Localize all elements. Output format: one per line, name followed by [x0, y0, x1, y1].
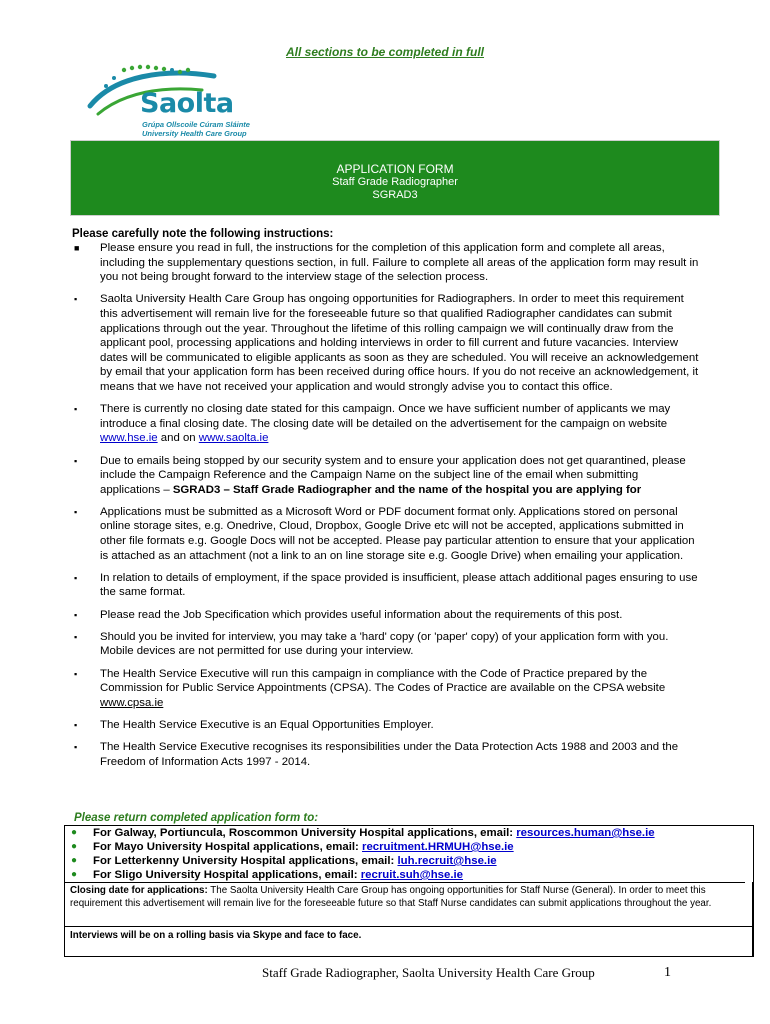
- interviews-note: Interviews will be on a rolling basis via Skype and face to face.: [65, 926, 753, 956]
- bullet-icon: ▪: [74, 294, 78, 305]
- email-link[interactable]: luh.recruit@hse.ie: [397, 855, 497, 867]
- saolta-link[interactable]: www.saolta.ie: [198, 432, 269, 445]
- list-item: ▪ The Health Service Executive will run this campaign in compliance with the Code of Practice prepared by the Commission for Public Service Appointments (CPSA). The Codes of Practice are available on the CPSA website www.cpsa.ie: [74, 667, 666, 709]
- bullet-icon: ■: [74, 243, 80, 253]
- list-item: ▪ Please read the Job Specification which provides useful information about the requirements of this post.: [74, 608, 623, 621]
- list-item: ▪ Applications must be submitted as a Microsoft Word or PDF document format only. Applications stored on personal online storage sites, e.g. Onedrive, Cloud, Dropbox, Google Drive etc will not be accepted, applications submitted in other file formats e.g. Google Docs will not be accepted. Please pay particular attention to ensure that your application is attached as an attachment (not a link to an on line storage site e.g. Google Drive) when emailing your application.: [74, 505, 695, 562]
- contact-box: [64, 825, 754, 957]
- logo-wordmark: Saolta: [140, 88, 234, 119]
- cpsa-link[interactable]: www.cpsa.ie: [100, 696, 164, 709]
- bullet-icon: ▪: [74, 742, 78, 753]
- page-number: 1: [664, 965, 671, 980]
- list-item: ■ Please ensure you read in full, the instructions for the completion of this application form and complete all areas, including the supplementary questions section, in full. Failure to complete all areas of the application form may result in you not being brought forward to the interview stage of the selection process.: [74, 242, 699, 284]
- form-title: APPLICATION FORM: [336, 162, 454, 176]
- logo-subtitle-irish: Grúpa Ollscoile Cúram Sláinte: [142, 120, 250, 129]
- contact-item: ● For Galway, Portiuncula, Roscommon University Hospital applications, email: resources.human@hse.ie: [71, 827, 655, 839]
- contact-list: [71, 826, 751, 882]
- bullet-icon: ▪: [74, 631, 78, 642]
- bullet-icon: ▪: [74, 609, 78, 620]
- list-item: ▪ Due to emails being stopped by our security system and to ensure your application does not get quarantined, please include the Campaign Reference and the Campaign Name on the subject line of the email when submitting applications – SGRAD3 – Staff Grade Radiographer and the name of the hospital you are applying for: [74, 454, 686, 496]
- bullet-icon: ▪: [74, 572, 78, 583]
- email-link[interactable]: recruitment.HRMUH@hse.ie: [362, 841, 514, 853]
- logo-subtitle-english: University Health Care Group: [142, 129, 247, 138]
- top-note: All sections to be completed in full: [285, 45, 485, 59]
- closing-date-text: The Saolta University Health Care Group has ongoing opportunities for Staff Nurse (General). In order to meet this requirement this advertisement will remain live for the foreseeable future so that Staff Nurse candidates can submit applications throughout the year.: [70, 885, 712, 909]
- closing-date-section: [65, 882, 745, 910]
- bullet-icon: ▪: [74, 668, 78, 679]
- contact-item: ● For Mayo University Hospital applications, email: recruitment.HRMUH@hse.ie: [71, 841, 514, 853]
- bullet-icon: ▪: [74, 455, 78, 466]
- list-item: ▪ There is currently no closing date stated for this campaign. Once we have sufficient number of applicants we may introduce a final closing date. The closing date will be detailed on the advertisement for the campaign on website www.hse.ie and on www.saolta.ie: [74, 403, 671, 445]
- form-header-box: [70, 140, 720, 216]
- bullet-icon: ●: [71, 869, 78, 880]
- contact-item: ● For Sligo University Hospital applications, email: recruit.suh@hse.ie: [71, 869, 464, 881]
- footer-text: Staff Grade Radiographer, Saolta University Health Care Group: [262, 965, 595, 980]
- instructions-list: [72, 241, 700, 777]
- bullet-icon: ▪: [74, 506, 78, 517]
- closing-date-label: Closing date for applications:: [70, 885, 208, 896]
- instructions-title: Please carefully note the following instructions:: [72, 228, 334, 240]
- contact-item: ● For Letterkenny University Hospital applications, email: luh.recruit@hse.ie: [71, 855, 497, 867]
- campaign-reference: SGRAD3: [372, 189, 418, 201]
- email-link[interactable]: recruit.suh@hse.ie: [360, 869, 464, 881]
- bullet-icon: ●: [71, 841, 78, 852]
- post-title: Staff Grade Radiographer: [332, 176, 458, 188]
- email-link[interactable]: resources.human@hse.ie: [516, 827, 655, 839]
- bullet-icon: ●: [71, 827, 78, 838]
- bullet-icon: ▪: [74, 404, 78, 415]
- list-item: ▪ Saolta University Health Care Group has ongoing opportunities for Radiographers. In order to meet this requirement this advertisement will remain live for the foreseeable future so that qualified Radiographer candidates can submit applications through out the year. Throughout the lifetime of this rolling campaign we will continually draw from the applicant pool, processing applications and holding interviews in order to fill current and future vacancies. Interview dates will be communicated to eligible applicants as soon as they are scheduled. You will receive an acknowledgement by email that your application form has been received during office hours. If you do not receive an acknowledgement, it means that we have not received your application and would strongly advise you to contact this office.: [74, 293, 699, 393]
- list-item: ▪ The Health Service Executive is an Equal Opportunities Employer.: [74, 718, 434, 731]
- list-item: ▪ In relation to details of employment, if the space provided is insufficient, please attach additional pages ensuring to use the same format.: [74, 571, 698, 599]
- return-title: Please return completed application form to:: [74, 812, 319, 824]
- bullet-icon: ▪: [74, 719, 78, 730]
- hse-link[interactable]: www.hse.ie: [100, 432, 158, 445]
- list-item: ▪ The Health Service Executive recognises its responsibilities under the Data Protection Acts 1988 and 2003 and the Freedom of Information Acts 1997 - 2014.: [74, 741, 679, 768]
- saolta-logo: [84, 62, 284, 140]
- bullet-icon: ●: [71, 855, 78, 866]
- list-item: ▪ Should you be invited for interview, you may take a 'hard' copy (or 'paper' copy) of your application form with you. Mobile devices are not permitted for use during your interview.: [74, 630, 669, 658]
